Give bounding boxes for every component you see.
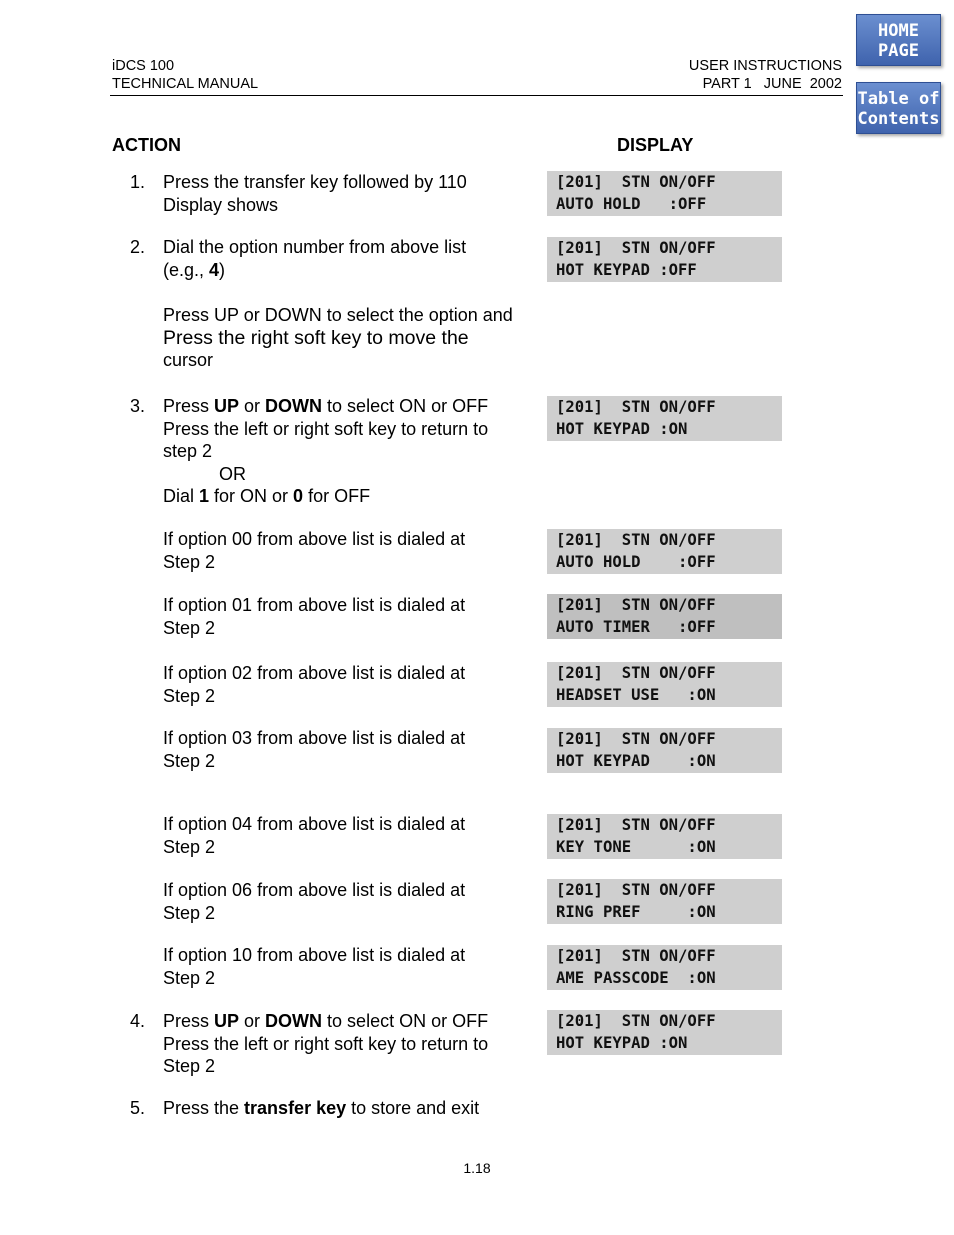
option-03-line-1: If option 03 from above list is dialed at <box>163 728 466 748</box>
lcd-3-line-2: HOT KEYPAD :ON <box>556 419 688 438</box>
lcd-9-line-1: [201] STN ON/OFF <box>556 881 716 899</box>
step-4-press: Press <box>163 1011 215 1031</box>
step-5-number: 5. <box>130 1098 146 1118</box>
step-2-number: 2. <box>130 237 146 257</box>
step-3-for-on: for ON or <box>209 486 294 506</box>
step-3-line-5 <box>163 485 488 508</box>
step-4-or-word: or <box>239 1011 266 1031</box>
lcd-display-2 <box>547 237 782 282</box>
step-2-line-2 <box>163 259 466 282</box>
option-00-line-2: Step 2 <box>163 551 216 572</box>
lcd-11-line-2: HOT KEYPAD :ON <box>556 1033 688 1052</box>
step-3-press: Press <box>163 396 215 416</box>
table-of-contents-button[interactable] <box>856 82 941 134</box>
step-2-instruction <box>163 304 513 372</box>
manual-section: USER INSTRUCTIONS <box>688 58 842 74</box>
step-2-instruction-line-2: Press the right soft key to move the <box>163 326 469 349</box>
page-number: 1.18 <box>463 1160 491 1176</box>
lcd-display-11 <box>547 1010 782 1055</box>
step-3-for-off: for OFF <box>303 486 371 506</box>
lcd-display-4 <box>547 529 782 574</box>
step-2-instruction-line-1: Press UP or DOWN to select the option and <box>163 305 513 325</box>
home-page-label-1: HOME <box>878 21 919 41</box>
step-3-select: to select ON or OFF <box>322 396 489 416</box>
lcd-4-line-1: [201] STN ON/OFF <box>556 531 716 549</box>
step-3-dial: Dial <box>163 486 200 506</box>
step-5-text <box>163 1097 479 1120</box>
lcd-6-line-1: [201] STN ON/OFF <box>556 664 716 682</box>
lcd-5-line-2: AUTO TIMER :OFF <box>556 617 716 636</box>
manual-product: iDCS 100 <box>112 58 175 74</box>
header-right <box>689 57 842 93</box>
step-3-down: DOWN <box>265 396 323 416</box>
lcd-10-line-2: AME PASSCODE :ON <box>556 968 716 987</box>
step-3-one: 1 <box>199 486 210 506</box>
lcd-2-line-1: [201] STN ON/OFF <box>556 239 716 257</box>
step-2-example-digit: 4 <box>209 259 220 280</box>
lcd-display-8 <box>547 814 782 859</box>
lcd-display-9 <box>547 879 782 924</box>
lcd-10-line-1: [201] STN ON/OFF <box>556 947 716 965</box>
step-5-store-exit: to store and exit <box>346 1098 480 1118</box>
home-page-label-2: PAGE <box>878 41 919 61</box>
lcd-5-line-1: [201] STN ON/OFF <box>556 596 716 614</box>
lcd-display-7 <box>547 728 782 773</box>
display-column-heading: DISPLAY <box>617 135 694 155</box>
step-4-down: DOWN <box>265 1011 323 1031</box>
step-4-select: to select ON or OFF <box>322 1011 489 1031</box>
lcd-4-line-2: AUTO HOLD :OFF <box>556 552 716 571</box>
option-04-line-1: If option 04 from above list is dialed at <box>163 814 466 834</box>
step-4-number: 4. <box>130 1011 146 1031</box>
step-3-or-word: or <box>239 396 266 416</box>
option-04-line-2: Step 2 <box>163 836 216 857</box>
lcd-display-6 <box>547 662 782 707</box>
step-2-line-1: Dial the option number from above list <box>163 237 467 257</box>
lcd-7-line-2: HOT KEYPAD :ON <box>556 751 716 770</box>
manual-type: TECHNICAL MANUAL <box>112 76 259 92</box>
option-10-text <box>163 944 465 989</box>
step-3-line-3: step 2 <box>163 441 213 461</box>
option-01-text <box>163 594 465 639</box>
toc-label-1: Table of <box>857 89 940 109</box>
step-1-line-2: Display shows <box>163 194 279 215</box>
option-01-line-1: If option 01 from above list is dialed at <box>163 595 466 615</box>
lcd-6-line-2: HEADSET USE :ON <box>556 685 716 704</box>
manual-part-date: PART 1 JUNE 2002 <box>702 76 842 92</box>
home-page-button[interactable] <box>856 14 941 66</box>
option-02-line-2: Step 2 <box>163 685 216 706</box>
step-3-zero: 0 <box>293 486 304 506</box>
step-4-up: UP <box>214 1011 240 1031</box>
lcd-11-line-1: [201] STN ON/OFF <box>556 1012 716 1030</box>
header-rule <box>110 95 843 96</box>
option-00-text <box>163 528 465 573</box>
step-2-text <box>163 236 466 281</box>
lcd-2-line-2: HOT KEYPAD :OFF <box>556 260 697 279</box>
option-02-line-1: If option 02 from above list is dialed at <box>163 663 466 683</box>
lcd-display-3 <box>547 396 782 441</box>
option-02-text <box>163 662 465 707</box>
lcd-display-5 <box>547 594 782 639</box>
lcd-8-line-1: [201] STN ON/OFF <box>556 816 716 834</box>
step-3-text <box>163 395 488 508</box>
option-00-line-1: If option 00 from above list is dialed at <box>163 529 466 549</box>
step-3-or: OR <box>219 463 246 484</box>
step-4-line-1 <box>163 1010 488 1033</box>
step-2-example-prefix: (e.g., <box>163 259 210 280</box>
step-2-instruction-line-3: cursor <box>163 350 214 370</box>
step-3-up: UP <box>214 396 240 416</box>
option-10-line-1: If option 10 from above list is dialed at <box>163 945 466 965</box>
lcd-1-line-1: [201] STN ON/OFF <box>556 173 716 191</box>
step-2-example-suffix: ) <box>219 259 226 280</box>
action-column-heading: ACTION <box>112 135 181 155</box>
step-1-line-1: Press the transfer key followed by 110 <box>163 172 467 192</box>
option-06-line-1: If option 06 from above list is dialed at <box>163 880 466 900</box>
step-5-press: Press the <box>163 1098 245 1118</box>
lcd-display-1 <box>547 171 782 216</box>
lcd-7-line-1: [201] STN ON/OFF <box>556 730 716 748</box>
step-4-line-3: Step 2 <box>163 1056 216 1076</box>
lcd-1-line-2: AUTO HOLD :OFF <box>556 194 707 213</box>
option-06-text <box>163 879 465 924</box>
step-4-text <box>163 1010 488 1078</box>
step-3-number: 3. <box>130 396 146 416</box>
step-4-line-2: Press the left or right soft key to return to <box>163 1033 489 1054</box>
option-06-line-2: Step 2 <box>163 902 216 923</box>
option-01-line-2: Step 2 <box>163 617 216 638</box>
header-left <box>112 57 258 93</box>
step-5-transfer-key: transfer key <box>244 1098 347 1118</box>
option-04-text <box>163 813 465 858</box>
lcd-display-10 <box>547 945 782 990</box>
lcd-3-line-1: [201] STN ON/OFF <box>556 398 716 416</box>
step-1-number: 1. <box>130 172 146 192</box>
option-03-text <box>163 727 465 772</box>
option-03-line-2: Step 2 <box>163 750 216 771</box>
step-3-line-2: Press the left or right soft key to return to <box>163 418 489 439</box>
lcd-9-line-2: RING PREF :ON <box>556 902 716 921</box>
step-3-line-1 <box>163 395 488 418</box>
toc-label-2: Contents <box>857 109 940 129</box>
step-1-text <box>163 171 467 216</box>
option-10-line-2: Step 2 <box>163 967 216 988</box>
lcd-8-line-2: KEY TONE :ON <box>556 837 716 856</box>
